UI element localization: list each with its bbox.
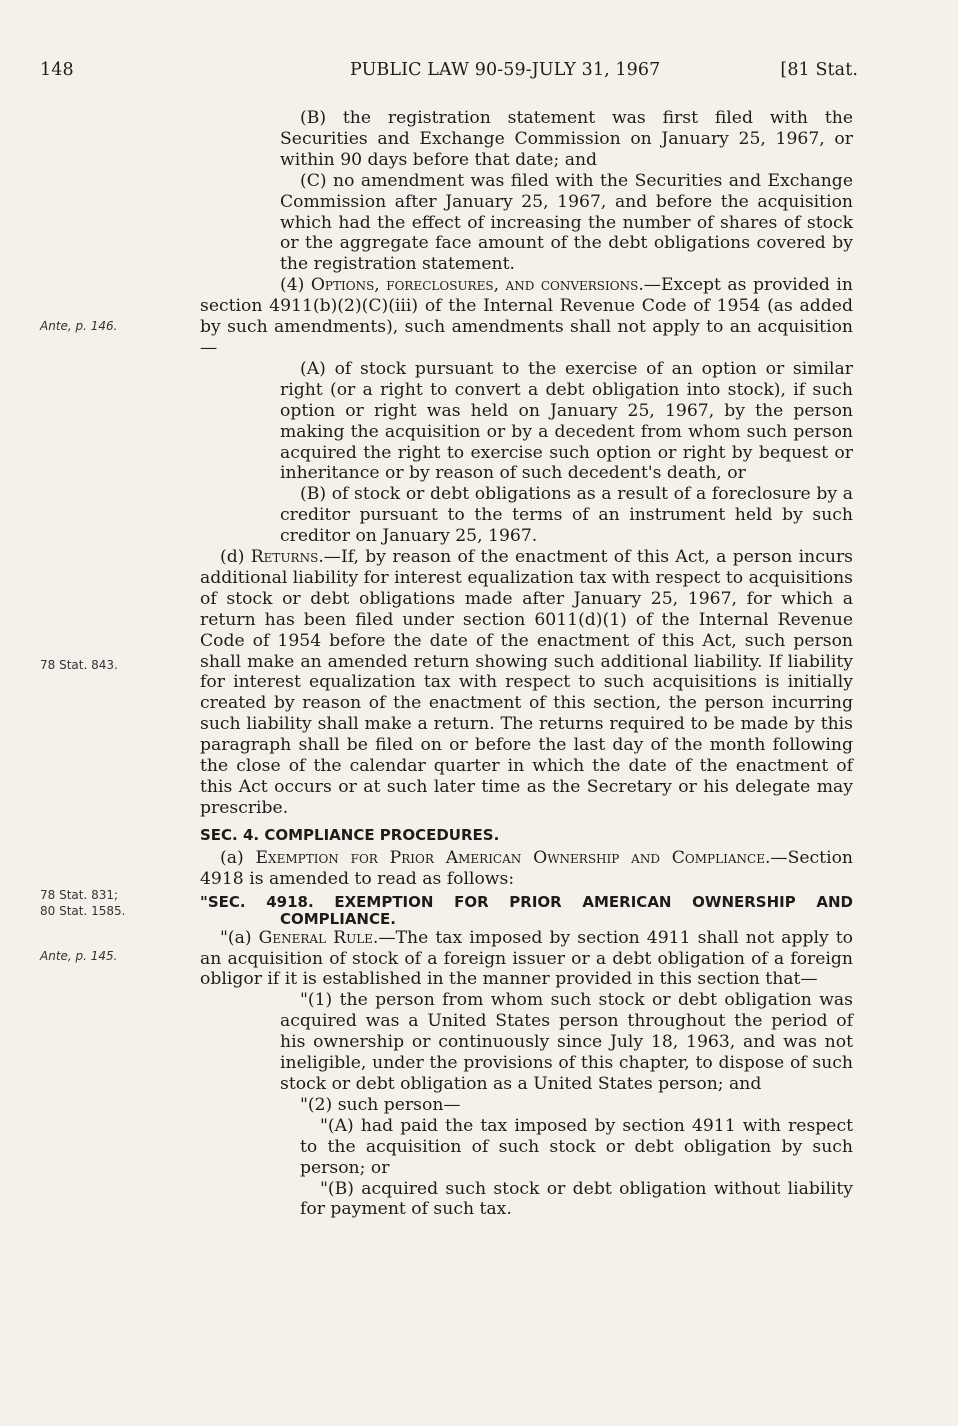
paragraph-4b: (B) of stock or debt obligations as a result of a foreclosure by a creditor pursuant to the terms of an instrument held by such creditor on January 25, 1967. [280,484,853,547]
page-header [40,60,858,86]
page-number: 148 [40,60,74,80]
margin-note-ante-146: Ante, p. 146. [40,319,118,333]
section-4a-heading: Exemption for Prior American Ownership and Compliance [255,847,765,868]
statute-reference: [81 Stat. [780,60,858,80]
margin-note-ante-145: Ante, p. 145. [40,949,118,963]
general-rule: "(a) General Rule.—The tax imposed by section 4911 shall not apply to an acquisition of stock of a foreign issuer or a debt obligation of a foreign obligor if it is established in the manner provided in this section that— [200,927,853,990]
paragraph-4: (4) Options, foreclosures, and conversions.—Except as provided in section 4911(b)(2)(C)(iii) of the Internal Revenue Code of 1954 (as added by such amendments), such amendments shall not apply to an acquisition— [200,275,853,358]
section-4-heading: SEC. 4. COMPLIANCE PROCEDURES. [200,825,500,844]
general-rule-1: "(1) the person from whom such stock or debt obligation was acquired was a United States person throughout the period of his ownership or continuously since July 18, 1963, and was not ineligible, under the provisions of this chapter, to dispose of such stock or debt obligation as a United States person; and [280,990,853,1094]
subsection-d-heading: Returns [250,547,319,568]
document-body [200,108,853,1220]
paragraph-3c: (C) no amendment was filed with the Securities and Exchange Commission after January 25, 1967, and before the acquisition which had the effect of increasing the number of shares of stock or the aggregate face amount of the debt obligations covered by the registration statement. [280,170,853,275]
general-rule-2a: "(A) had paid the tax imposed by section 4911 with respect to the acquisition of such stock or debt obligation by such person; or [300,1115,853,1178]
margin-note-78-stat-831: 78 Stat. 831; 80 Stat. 1585. [40,888,126,918]
paragraph-4-heading: Options, foreclosures, and conversions [310,275,639,296]
paragraph-3b: (B) the registration statement was first filed with the Securities and Exchange Commission on January 25, 1967, or within 90 days before that date; and [280,108,853,170]
general-rule-2: "(2) such person— [300,1094,461,1115]
general-rule-heading: General Rule [258,927,373,948]
section-4918-heading: "SEC. 4918. EXEMPTION FOR PRIOR AMERICAN OWNERSHIP AND COMPLIANCE. [200,892,853,928]
subsection-d: (d) Returns.—If, by reason of the enactment of this Act, a person incurs additional liability for interest equalization tax with respect to acquisitions of stock or debt obligations made after January 25, 1967, for which a return has been filed under section 6011(d)(1) of the Internal Revenue Code of 1954 before the date of the enactment of this Act, such person shall make an amended return showing such additional liability. If liability for interest equalization tax with respect to such acquisitions is initially created by reason of the enactment of this section, the person incurring such liability shall make a return. The returns required to be made by this paragraph shall be filed on or before the last day of the month following the close of the calendar quarter in which the date of the enactment of this Act occurs or at such later time as the Secretary or his delegate may prescribe. [200,547,853,818]
paragraph-4a: (A) of stock pursuant to the exercise of an option or similar right (or a right to convert a debt obligation into stock), if such option or right was held on January 25, 1967, by the person making the acquisition or by a decedent from whom such person acquired the right to exercise such option or right by bequest or inheritance or by reason of such decedent's death, or [280,358,853,484]
section-4a: (a) Exemption for Prior American Ownership and Compliance.—Section 4918 is amended to read as follows: [200,847,853,889]
general-rule-2b: "(B) acquired such stock or debt obligation without liability for payment of such tax. [300,1178,853,1220]
margin-note-78-stat-843: 78 Stat. 843. [40,658,118,672]
running-title: PUBLIC LAW 90-59-JULY 31, 1967 [350,60,661,80]
